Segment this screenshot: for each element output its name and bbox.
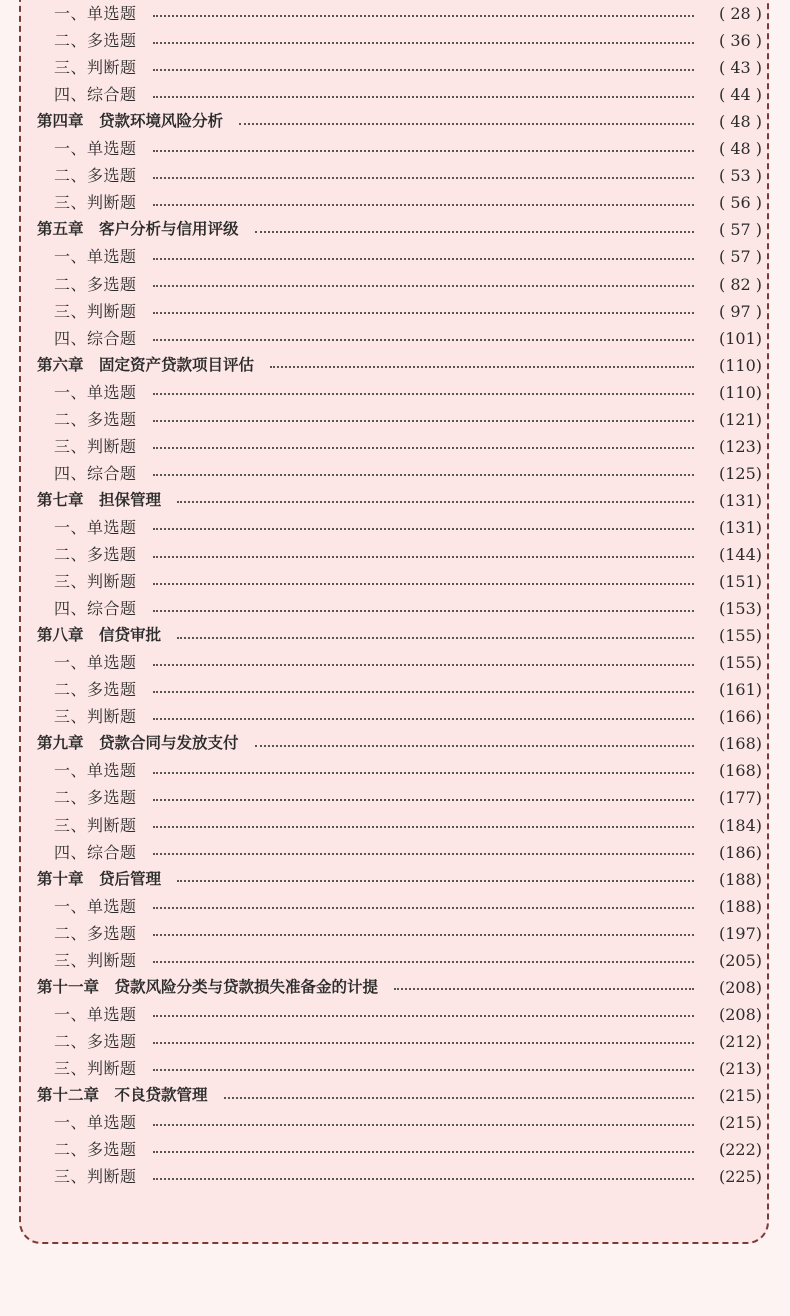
section-title: 四、综合题 bbox=[54, 842, 137, 862]
page-number: (197) bbox=[718, 923, 762, 943]
section-title: 二、多选题 bbox=[54, 680, 137, 700]
dot-leader bbox=[153, 583, 694, 585]
page-number: (208) bbox=[718, 977, 762, 997]
chapter-title: 第十二章 不良贷款管理 bbox=[37, 1086, 208, 1104]
page-number: (184) bbox=[718, 815, 762, 835]
chapter-title: 第四章 贷款环境风险分析 bbox=[37, 112, 224, 131]
toc-section-entry[interactable] bbox=[0, 1001, 790, 1028]
chapter-title: 第六章 固定资产贷款项目评估 bbox=[37, 355, 255, 374]
dot-leader bbox=[153, 1151, 694, 1153]
dot-leader bbox=[239, 123, 694, 125]
page-number: (208) bbox=[718, 1004, 762, 1024]
section-title: 三、判断题 bbox=[54, 436, 137, 456]
page-number: (144) bbox=[718, 545, 762, 564]
page-number: (168) bbox=[718, 734, 762, 754]
dot-leader bbox=[153, 826, 694, 828]
toc-section-entry[interactable] bbox=[0, 514, 790, 541]
dot-leader bbox=[153, 1042, 694, 1044]
toc-section-entry[interactable] bbox=[0, 920, 790, 947]
dot-leader bbox=[255, 231, 694, 233]
dot-leader bbox=[153, 1015, 694, 1017]
chapter-title: 第十章 贷后管理 bbox=[37, 869, 162, 888]
section-title: 一、单选题 bbox=[54, 139, 137, 159]
toc-section-entry[interactable] bbox=[0, 812, 790, 839]
dot-leader bbox=[153, 691, 694, 693]
section-title: 一、单选题 bbox=[54, 896, 137, 916]
dot-leader bbox=[153, 610, 694, 612]
toc-chapter-entry[interactable] bbox=[0, 730, 790, 757]
page-number: (155) bbox=[718, 626, 762, 646]
page-number: ( 48 ) bbox=[718, 139, 762, 159]
toc-section-entry[interactable] bbox=[0, 379, 790, 406]
section-title: 三、判断题 bbox=[54, 58, 137, 78]
section-title: 二、多选题 bbox=[54, 1140, 137, 1160]
dot-leader bbox=[153, 15, 694, 17]
toc-section-entry[interactable] bbox=[0, 298, 790, 325]
dot-leader bbox=[153, 907, 694, 909]
section-title: 三、判断题 bbox=[54, 572, 137, 592]
page-number: (110) bbox=[718, 382, 762, 402]
toc-chapter-entry[interactable] bbox=[0, 108, 790, 135]
toc-section-entry[interactable] bbox=[0, 325, 790, 352]
dot-leader bbox=[153, 204, 694, 206]
page-number: (212) bbox=[718, 1031, 762, 1051]
page-number: (121) bbox=[718, 409, 762, 429]
toc-chapter-entry[interactable] bbox=[0, 866, 790, 893]
dot-leader bbox=[153, 150, 694, 152]
page-number: (225) bbox=[718, 1167, 762, 1187]
section-title: 二、多选题 bbox=[54, 274, 137, 294]
dot-leader bbox=[153, 718, 694, 720]
dot-leader bbox=[153, 934, 694, 936]
toc-section-entry[interactable] bbox=[0, 162, 790, 189]
page-number: (131) bbox=[718, 517, 762, 537]
dot-leader bbox=[153, 772, 694, 774]
page-number: (153) bbox=[718, 599, 762, 619]
page-number: ( 57 ) bbox=[718, 220, 762, 240]
section-title: 二、多选题 bbox=[54, 31, 137, 51]
page-number: (213) bbox=[718, 1058, 762, 1078]
toc-section-entry[interactable] bbox=[0, 1055, 790, 1082]
dot-leader bbox=[153, 1069, 694, 1071]
toc-chapter-entry[interactable] bbox=[0, 487, 790, 514]
dot-leader bbox=[153, 258, 694, 260]
toc-chapter-entry[interactable] bbox=[0, 352, 790, 379]
dot-leader bbox=[153, 96, 694, 98]
toc-section-entry[interactable] bbox=[0, 541, 790, 568]
page-number: (215) bbox=[718, 1113, 762, 1133]
toc-chapter-entry[interactable] bbox=[0, 1082, 790, 1109]
section-title: 二、多选题 bbox=[54, 166, 137, 186]
toc-chapter-entry[interactable] bbox=[0, 974, 790, 1001]
dot-leader bbox=[153, 177, 694, 179]
dot-leader bbox=[153, 69, 694, 71]
section-title: 二、多选题 bbox=[54, 923, 137, 943]
section-title: 三、判断题 bbox=[54, 193, 137, 213]
page-number: (155) bbox=[718, 653, 762, 673]
section-title: 一、单选题 bbox=[54, 1004, 137, 1024]
dot-leader bbox=[153, 528, 694, 530]
section-title: 三、判断题 bbox=[54, 301, 137, 321]
section-title: 二、多选题 bbox=[54, 788, 137, 808]
dot-leader bbox=[270, 366, 694, 368]
section-title: 一、单选题 bbox=[54, 247, 137, 267]
page-number: ( 43 ) bbox=[718, 58, 762, 78]
page-number: (186) bbox=[718, 842, 762, 862]
toc-section-entry[interactable] bbox=[0, 1163, 790, 1190]
page-number: ( 53 ) bbox=[718, 166, 762, 186]
toc-section-entry[interactable] bbox=[0, 784, 790, 811]
section-title: 一、单选题 bbox=[54, 653, 137, 673]
page-number: ( 57 ) bbox=[718, 247, 762, 267]
dot-leader bbox=[153, 664, 694, 666]
toc-section-entry[interactable] bbox=[0, 568, 790, 595]
toc-section-entry[interactable] bbox=[0, 460, 790, 487]
toc-section-entry[interactable] bbox=[0, 406, 790, 433]
page-number: (166) bbox=[718, 707, 762, 727]
toc-section-entry[interactable] bbox=[0, 595, 790, 622]
page-number: (110) bbox=[718, 355, 762, 375]
dot-leader bbox=[153, 556, 694, 558]
page-number: (131) bbox=[718, 490, 762, 510]
page-number: ( 97 ) bbox=[718, 301, 762, 321]
section-title: 二、多选题 bbox=[54, 409, 137, 429]
page-number: (125) bbox=[718, 463, 762, 483]
dot-leader bbox=[153, 1124, 694, 1126]
section-title: 三、判断题 bbox=[54, 815, 137, 835]
section-title: 三、判断题 bbox=[54, 950, 137, 970]
toc-section-entry[interactable] bbox=[0, 243, 790, 270]
toc-section-entry[interactable] bbox=[0, 135, 790, 162]
section-title: 四、综合题 bbox=[54, 328, 137, 348]
page-number: (123) bbox=[718, 436, 762, 456]
dot-leader bbox=[153, 447, 694, 449]
chapter-title: 第七章 担保管理 bbox=[37, 490, 162, 509]
page-number: (151) bbox=[718, 572, 762, 592]
toc-section-entry[interactable] bbox=[0, 1136, 790, 1163]
section-title: 三、判断题 bbox=[54, 1167, 137, 1187]
section-title: 四、综合题 bbox=[54, 599, 137, 619]
chapter-title: 第八章 信贷审批 bbox=[37, 626, 162, 645]
toc-section-entry[interactable] bbox=[0, 271, 790, 298]
toc-section-entry[interactable] bbox=[0, 676, 790, 703]
dot-leader bbox=[153, 285, 694, 287]
section-title: 一、单选题 bbox=[54, 761, 137, 781]
chapter-title: 第九章 贷款合同与发放支付 bbox=[37, 734, 239, 753]
page-number: (205) bbox=[718, 950, 762, 970]
dot-leader bbox=[177, 880, 694, 882]
section-title: 一、单选题 bbox=[54, 517, 137, 537]
dot-leader bbox=[153, 474, 694, 476]
section-title: 一、单选题 bbox=[54, 1113, 137, 1133]
toc-section-entry[interactable] bbox=[0, 54, 790, 81]
section-title: 三、判断题 bbox=[54, 1058, 137, 1078]
page-number: (168) bbox=[718, 761, 762, 781]
toc-section-entry[interactable] bbox=[0, 757, 790, 784]
page-number: ( 48 ) bbox=[718, 112, 762, 132]
page-number: ( 82 ) bbox=[718, 274, 762, 294]
dot-leader bbox=[255, 745, 694, 747]
page-number: ( 44 ) bbox=[718, 85, 762, 105]
section-title: 二、多选题 bbox=[54, 1031, 137, 1051]
dot-leader bbox=[153, 961, 694, 963]
section-title: 三、判断题 bbox=[54, 707, 137, 727]
chapter-title: 第十一章 贷款风险分类与贷款损失准备金的计提 bbox=[37, 977, 379, 996]
dot-leader bbox=[153, 312, 694, 314]
toc-section-entry[interactable] bbox=[0, 947, 790, 974]
dot-leader bbox=[153, 42, 694, 44]
section-title: 一、单选题 bbox=[54, 382, 137, 402]
toc-section-entry[interactable] bbox=[0, 433, 790, 460]
toc-section-entry[interactable] bbox=[0, 1109, 790, 1136]
toc-section-entry[interactable] bbox=[0, 839, 790, 866]
section-title: 一、单选题 bbox=[54, 4, 137, 23]
toc-section-entry[interactable] bbox=[0, 893, 790, 920]
page-number: (215) bbox=[718, 1086, 762, 1105]
section-title: 二、多选题 bbox=[54, 545, 137, 564]
dot-leader bbox=[153, 1178, 694, 1180]
toc-section-entry[interactable] bbox=[0, 189, 790, 216]
page-number: (161) bbox=[718, 680, 762, 700]
toc-chapter-entry[interactable] bbox=[0, 622, 790, 649]
page-number: ( 36 ) bbox=[718, 31, 762, 51]
page-number: ( 56 ) bbox=[718, 193, 762, 213]
page-number: (188) bbox=[718, 869, 762, 889]
page-number: (101) bbox=[718, 328, 762, 348]
toc-section-entry[interactable] bbox=[0, 27, 790, 54]
page-number: (222) bbox=[718, 1140, 762, 1160]
toc-section-entry[interactable] bbox=[0, 649, 790, 676]
dot-leader bbox=[224, 1097, 694, 1099]
chapter-title: 第五章 客户分析与信用评级 bbox=[37, 220, 239, 239]
toc-section-entry[interactable] bbox=[0, 0, 790, 27]
toc-chapter-entry[interactable] bbox=[0, 216, 790, 243]
dot-leader bbox=[177, 501, 694, 503]
toc-section-entry[interactable] bbox=[0, 703, 790, 730]
dot-leader bbox=[153, 339, 694, 341]
dot-leader bbox=[177, 637, 694, 639]
dot-leader bbox=[153, 853, 694, 855]
page-number: ( 28 ) bbox=[718, 4, 762, 23]
dot-leader bbox=[153, 799, 694, 801]
section-title: 四、综合题 bbox=[54, 85, 137, 105]
toc-section-entry[interactable] bbox=[0, 81, 790, 108]
toc-section-entry[interactable] bbox=[0, 1028, 790, 1055]
section-title: 四、综合题 bbox=[54, 463, 137, 483]
page-number: (177) bbox=[718, 788, 762, 808]
dot-leader bbox=[153, 420, 694, 422]
page-number: (188) bbox=[718, 896, 762, 916]
dot-leader bbox=[394, 988, 694, 990]
dot-leader bbox=[153, 393, 694, 395]
